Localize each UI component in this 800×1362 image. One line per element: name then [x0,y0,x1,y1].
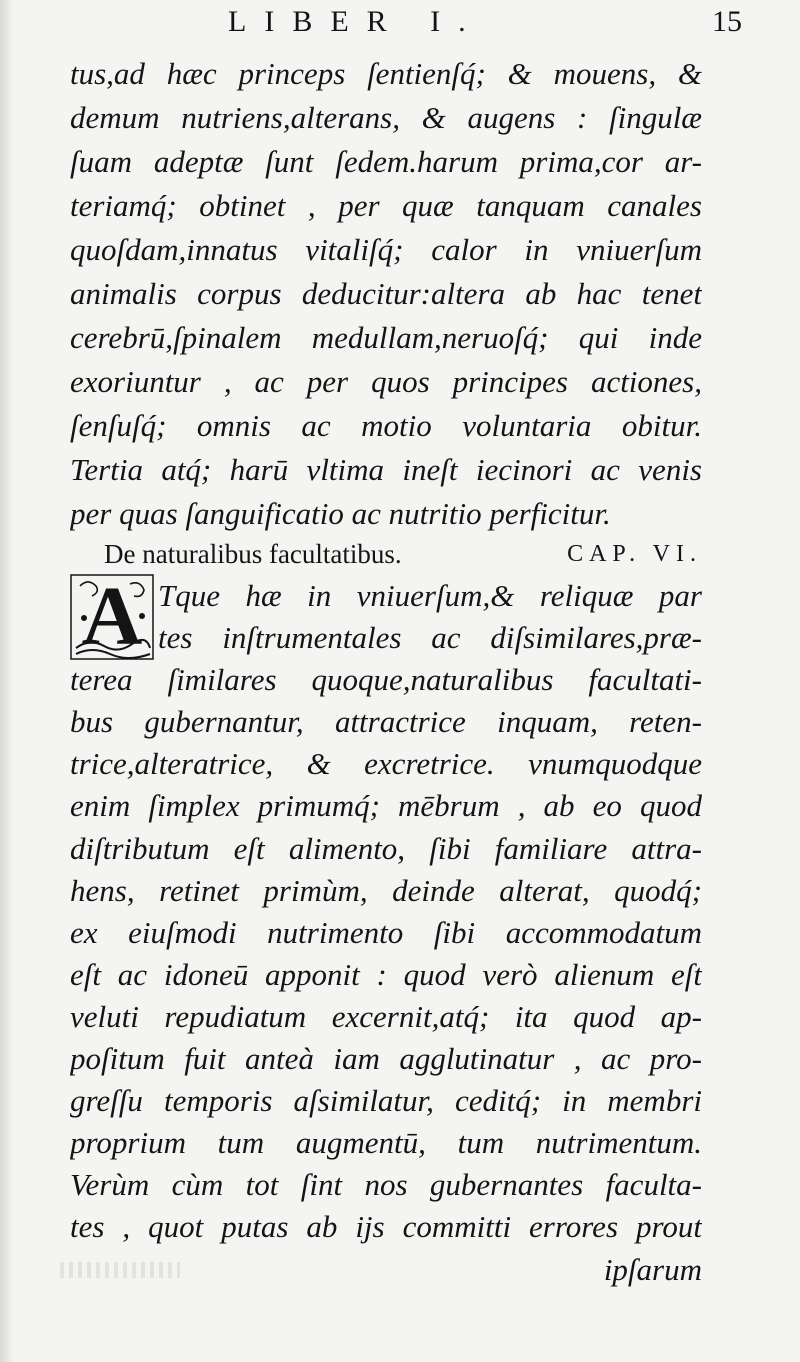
text-line: exoriuntur , ac per quos principes actiones, [70,364,702,399]
text-line: diſtributum eſt alimento, ſibi familiare attra- [70,830,702,866]
text-line: ſuam adeptæ ſunt ſedem.harum prima,cor ar- [70,144,702,179]
chapter-title: De naturalibus facultatibus. [104,539,402,569]
text-line: Tque hæ in vniuerſum,& reliquæ par [158,578,702,613]
text-line: poſitum fuit anteà iam agglutinatur , ac pro- [70,1041,702,1077]
catchword: ipſarum [603,1251,702,1287]
page-number: 15 [712,5,742,38]
text-line: trice,alteratrice, & excretrice. vnumquodque [70,746,702,782]
initial-letter: A [81,574,143,660]
show-through-ink [60,1262,180,1278]
chapter-number: CAP. VI. [567,541,702,567]
text-line: ſenſuſq́; omnis ac motio voluntaria obitur. [70,408,702,443]
text-line: enim ſimplex primumq́; mēbrum , ab eo quod [70,788,702,824]
page-gutter-shadow [0,0,14,1362]
text-line: cerebrū,ſpinalem medullam,neruoſq́; qui inde [70,320,702,355]
text-line: animalis corpus deducitur:altera ab hac tenet [70,276,702,311]
text-line: terea ſimilares quoque,naturalibus facultati- [70,662,702,698]
text-line: hens, retinet primùm, deinde alterat, quodq́; [70,872,702,908]
text-line: Tertia atq́; harū vltima ineſt iecinori ac venis [70,452,702,487]
paragraph-continued [70,52,702,536]
text-line: per quas ſanguificatio ac nutritio perficitur. [70,496,611,531]
text-line: teriamq́; obtinet , per quæ tanquam canales [70,188,702,223]
text-line: proprium tum augmentū, tum nutrimentum. [70,1125,702,1161]
text-line: demum nutriens,alterans, & augens : ſingulæ [70,100,702,135]
running-head: LIBER I. [228,5,484,38]
text-line: bus gubernantur, attractrice inquam, reten- [70,704,702,740]
text-line: greſſu temporis aſsimilatur, ceditq́; in membri [70,1083,702,1119]
text-line: tes inſtrumentales ac diſsimilares,præ- [158,620,702,656]
text-line: tus,ad hæc princeps ſentienſq́; & mouens, & [70,56,702,91]
text-line: eſt ac idoneū apponit : quod verò alienum eſt [70,956,702,992]
text-line: tes , quot putas ab ijs committi errores prout [70,1209,702,1245]
paragraph-chapter-six [70,575,702,1291]
text-line: ex eiuſmodi nutrimento ſibi accommodatum [70,914,702,950]
text-line: quoſdam,innatus vitaliſq́; calor in vniuerſum [70,232,702,267]
text-line: veluti repudiatum excernit,atq́; ita quod ap- [70,998,702,1034]
text-line: Verùm cùm tot ſint nos gubernantes faculta- [70,1167,702,1203]
chapter-heading [104,534,702,574]
